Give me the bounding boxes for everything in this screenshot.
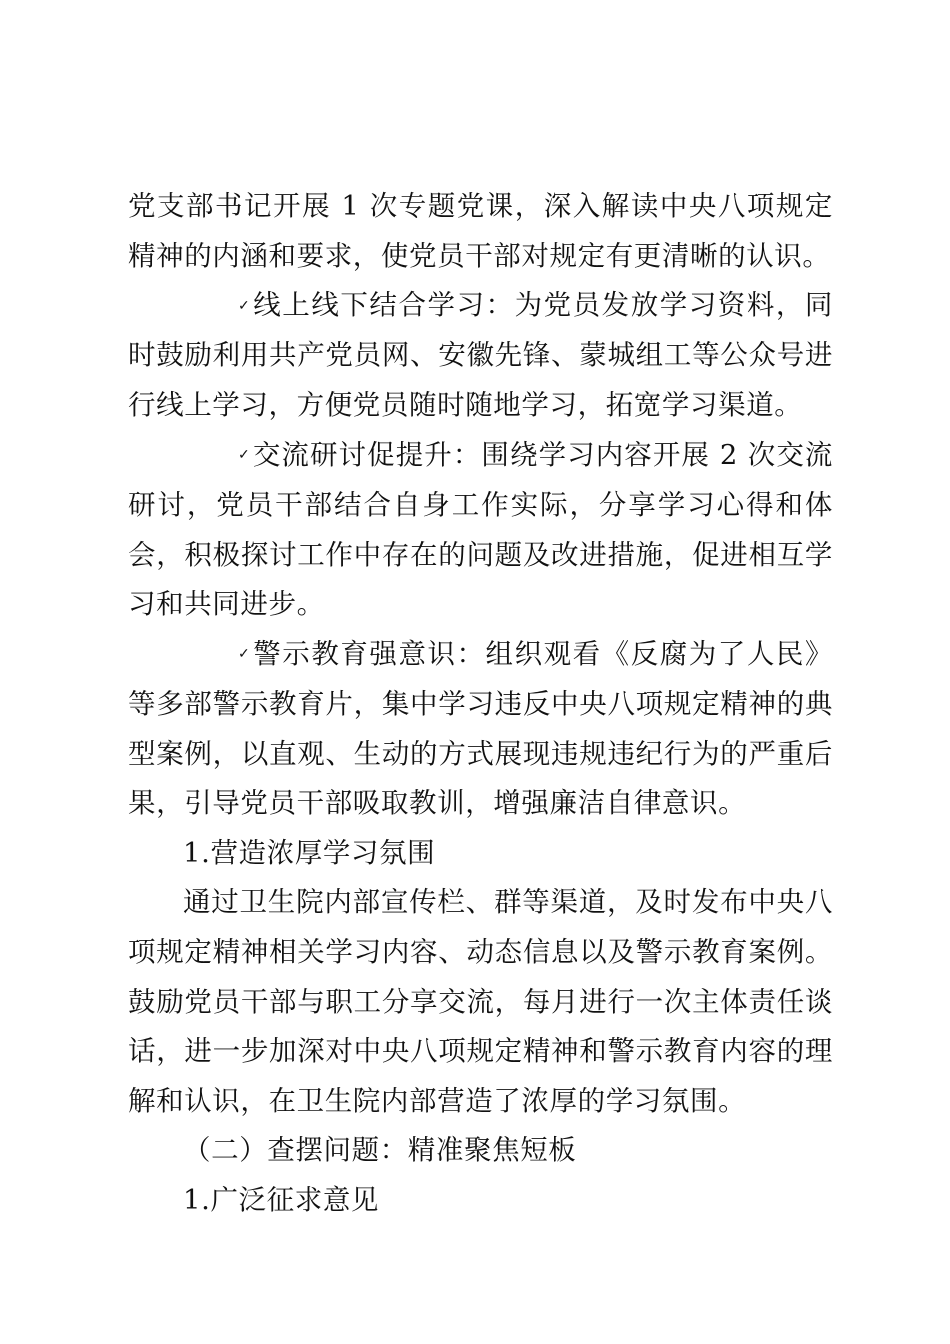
paragraph-text: 交流研讨促提升：围绕学习内容开展 2 次交流研讨，党员干部结合自身工作实际，分享学习心得和体会，积极探讨工作中存在的问题及改进措施，促进相互学习和共同进步。 <box>128 438 833 621</box>
paragraph-party-lecture <box>128 182 833 281</box>
section-heading-problems <box>128 1126 833 1176</box>
checkmark-icon: ✓ <box>238 297 251 314</box>
subheading-text: 1.营造浓厚学习氛围 <box>183 836 436 869</box>
heading-text: （二）查摆问题：精准聚焦短板 <box>183 1134 577 1167</box>
paragraph-text: 通过卫生院内部宣传栏、群等渠道，及时发布中央八项规定精神相关学习内容、动态信息以及警示教育案例。鼓励党员干部与职工分享交流，每月进行一次主体责任谈话，进一步加深对中央八项规定精神和警示教育内容的理解和认识，在卫生院内部营造了浓厚的学习氛围。 <box>128 886 833 1117</box>
subheading-text: 1.广泛征求意见 <box>183 1183 380 1216</box>
checkmark-icon: ✓ <box>238 646 251 663</box>
paragraph-online-offline-study <box>128 281 833 430</box>
paragraph-atmosphere-details <box>128 878 833 1126</box>
paragraph-warning-education <box>128 630 833 829</box>
subheading-study-atmosphere <box>128 829 833 879</box>
checkmark-icon: ✓ <box>238 447 251 464</box>
paragraph-text: 党支部书记开展 1 次专题党课，深入解读中央八项规定精神的内涵和要求，使党员干部对规定有更清晰的认识。 <box>128 190 833 272</box>
paragraph-exchange-discussion <box>128 431 833 630</box>
paragraph-text: 警示教育强意识：组织观看《反腐为了人民》等多部警示教育片，集中学习违反中央八项规定精神的典型案例，以直观、生动的方式展现违规违纪行为的严重后果，引导党员干部吸取教训，增强廉洁自律意识。 <box>128 637 833 820</box>
document-body <box>128 182 833 1226</box>
subheading-solicit-opinions <box>128 1176 833 1226</box>
paragraph-text: 线上线下结合学习：为党员发放学习资料，同时鼓励利用共产党员网、安徽先锋、蒙城组工等公众号进行线上学习，方便党员随时随地学习，拓宽学习渠道。 <box>128 289 833 422</box>
